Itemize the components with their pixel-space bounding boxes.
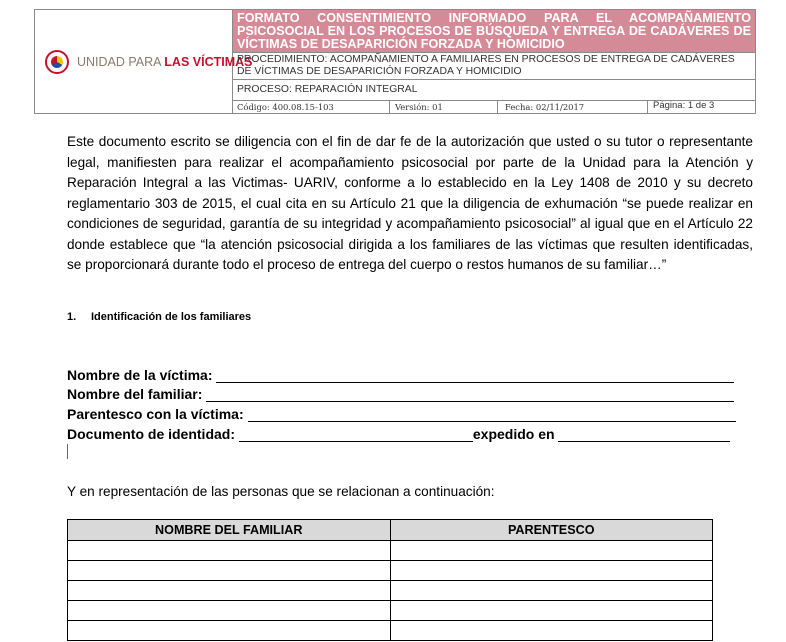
table-cell-name[interactable] bbox=[68, 541, 391, 561]
relative-name-line[interactable] bbox=[206, 387, 734, 402]
table-row bbox=[68, 561, 713, 581]
table-cell-relationship[interactable] bbox=[390, 561, 713, 581]
document-title: FORMATO CONSENTIMIENTO INFORMADO PARA EL ACOMPAÑAMIENTO PSICOSOCIAL EN LOS PROCESOS DE BÚSQUEDA Y ENTREGA DE CADÁVERES DE VÍCTIMAS DE DESAPARICIÓN FORZADA Y HOMICIDIO bbox=[233, 10, 755, 53]
table-cell-name[interactable] bbox=[68, 561, 391, 581]
issued-in-label: expedido en bbox=[472, 426, 555, 442]
section-title: Identificación de los familiares bbox=[91, 311, 252, 323]
column-header-relationship: PARENTESCO bbox=[390, 520, 713, 541]
table-cell-name[interactable] bbox=[68, 621, 391, 641]
relationship-line[interactable] bbox=[248, 407, 736, 422]
id-document-field bbox=[67, 426, 730, 442]
victim-name-field bbox=[67, 367, 734, 383]
document-meta-row bbox=[233, 101, 755, 113]
table-header-row bbox=[68, 520, 713, 541]
procedimiento-label: PROCEDIMIENTO: ACOMPAÑAMIENTO A FAMILIARES EN PROCESOS DE ENTREGA DE CADÁVERES DE VÍCTIMAS DE DESAPARICIÓN FORZADA Y HOMICIDIO bbox=[233, 53, 755, 80]
table-cell-name[interactable] bbox=[68, 601, 391, 621]
table-cell-relationship[interactable] bbox=[390, 601, 713, 621]
logo-cell bbox=[35, 10, 253, 113]
proceso-label: PROCESO: REPARACIÓN INTEGRAL bbox=[233, 80, 755, 101]
table-row bbox=[68, 541, 713, 561]
table-cell-relationship[interactable] bbox=[390, 581, 713, 601]
relationship-label: Parentesco con la víctima: bbox=[67, 406, 244, 422]
id-document-label: Documento de identidad: bbox=[67, 426, 235, 442]
table-cell-relationship[interactable] bbox=[390, 541, 713, 561]
victim-name-label: Nombre de la víctima: bbox=[67, 367, 213, 383]
relationship-field bbox=[67, 406, 736, 422]
relative-name-field bbox=[67, 386, 734, 402]
intro-paragraph: Este documento escrito se diligencia con el fin de dar fe de la autorización que usted o su tutor o representante legal, manifiesten para realizar el acompañamiento psicosocial por parte de la Unidad para la Atención y Reparación Integral a las Victimas- UARIV, conforme a lo establecido en la Ley 1408 de 2010 y su decreto reglamentario 303 de 2015, el cual cita en su Artículo 21 que la diligencia de exhumación “se puede realizar en condiciones de seguridad, garantía de su integridad y acompañamiento psicosocial” al igual que en el Artículo 22 donde establece que “la atención psicosocial dirigida a los familiares de las víctimas que resulten identificadas, se proporcionará durante todo el proceso de entrega del cuerpo o restos humanos de su familiar…” bbox=[67, 134, 753, 272]
id-document-line[interactable] bbox=[239, 427, 473, 442]
table-row bbox=[68, 581, 713, 601]
document-version: Versión: 01 bbox=[395, 102, 443, 112]
table-row bbox=[68, 601, 713, 621]
table-cell-name[interactable] bbox=[68, 581, 391, 601]
section-number: 1. bbox=[67, 311, 77, 323]
column-header-name: NOMBRE DEL FAMILIAR bbox=[68, 520, 391, 541]
document-date: Fecha: 02/11/2017 bbox=[505, 102, 585, 112]
table-cell-relationship[interactable] bbox=[390, 621, 713, 641]
document-code: Código: 400.08.15-103 bbox=[237, 102, 334, 112]
representation-text: Y en representación de las personas que se relacionan a continuación: bbox=[67, 484, 495, 499]
table-row bbox=[68, 621, 713, 641]
relative-name-label: Nombre del familiar: bbox=[67, 386, 203, 402]
victim-name-line[interactable] bbox=[216, 368, 734, 383]
text-cursor bbox=[67, 444, 68, 459]
colombia-seal-icon bbox=[45, 50, 69, 74]
issued-in-line[interactable] bbox=[558, 427, 730, 442]
document-header bbox=[34, 9, 756, 114]
organization-logo: UNIDAD PARA LAS VÍCTIMAS bbox=[77, 55, 253, 69]
page-number: Página: 1 de 3 bbox=[653, 100, 715, 111]
relatives-table bbox=[67, 519, 713, 641]
section-heading bbox=[67, 311, 251, 323]
